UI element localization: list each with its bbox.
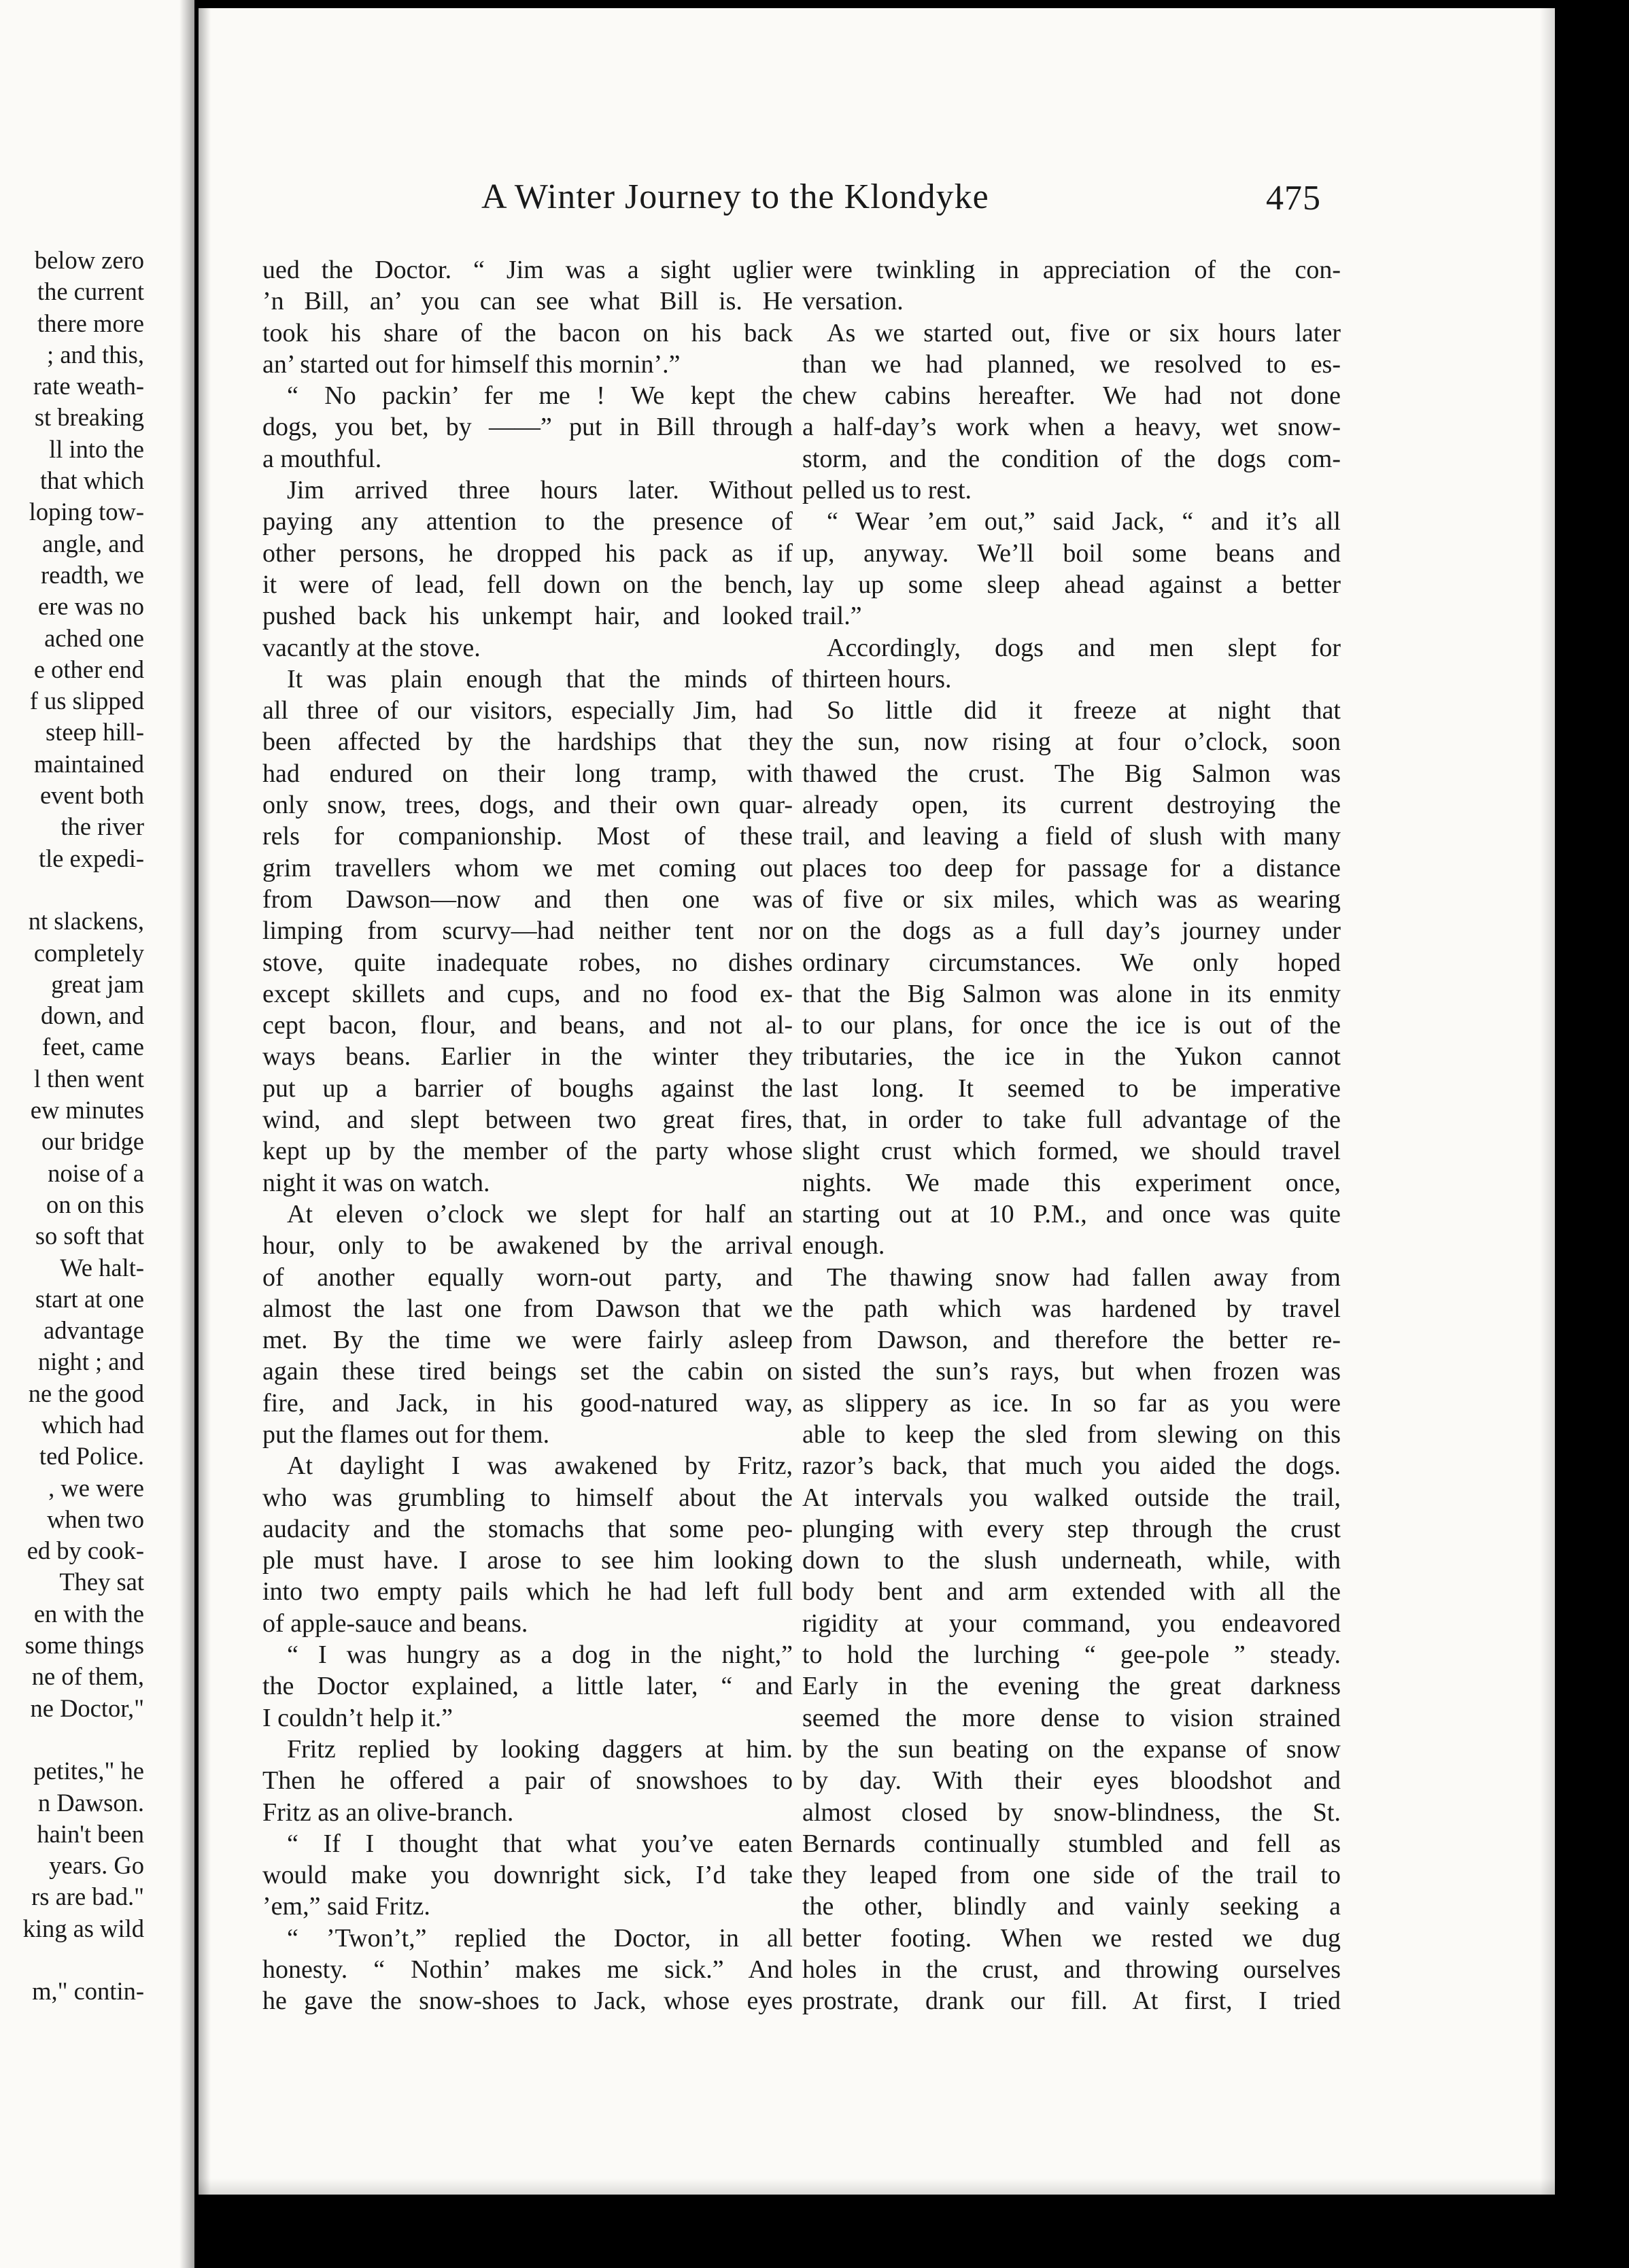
page-edge [1540, 8, 1555, 2195]
left-page-line: petites," he [33, 1757, 144, 1785]
text-line: able to keep the sled from slewing on this [802, 1420, 1341, 1449]
text-line: ways beans. Earlier in the winter they [262, 1042, 793, 1071]
text-line: pelled us to rest. [802, 476, 972, 505]
left-page-line: ne Doctor," [30, 1694, 144, 1722]
text-line: into two empty pails which he had left full [262, 1577, 793, 1606]
text-line: “ ’Twon’t,” replied the Doctor, in all [287, 1923, 793, 1953]
text-line: had endured on their long tramp, with [262, 759, 793, 788]
left-page-line: hain't been [37, 1819, 144, 1848]
text-line: chew cabins hereafter. We had not done [802, 381, 1341, 411]
left-page-line: the current [37, 277, 144, 306]
text-line: rigidity at your command, you endeavored [802, 1609, 1341, 1638]
left-page-line: loping tow- [29, 498, 144, 526]
left-page-line: m," contin- [32, 1977, 144, 2006]
text-line: pushed back his unkempt hair, and looked [262, 602, 793, 631]
text-line: As we started out, five or six hours later [827, 318, 1341, 347]
left-page-line: completely [33, 938, 144, 967]
text-line: almost closed by snow-blindness, the St. [802, 1798, 1341, 1827]
text-line: by the sun beating on the expanse of snow [802, 1734, 1341, 1764]
text-line: cept bacon, flour, and beans, and not al- [262, 1011, 793, 1040]
left-page-line [0, 1944, 144, 1976]
text-line: all three of our visitors, especially Jim, had [262, 696, 793, 725]
text-line: paying any attention to the presence of [262, 507, 793, 536]
text-line: better footing. When we rested we dug [802, 1923, 1341, 1953]
text-line: last long. It seemed to be imperative [802, 1073, 1341, 1103]
text-line: places too deep for passage for a distance [802, 853, 1341, 882]
text-line: At intervals you walked outside the trail, [802, 1483, 1341, 1512]
text-line: of another equally worn-out party, and [262, 1262, 793, 1292]
text-line: holes in the crust, and throwing ourselves [802, 1955, 1341, 1984]
text-line: they leaped from one side of the trail to [802, 1861, 1341, 1890]
left-page-fragment [0, 0, 194, 2268]
left-page-line: the river [61, 812, 144, 841]
page-shadow [199, 8, 211, 2195]
text-line: he gave the snow-shoes to Jack, whose eyes [262, 1987, 793, 2016]
text-line: than we had planned, we resolved to es- [802, 349, 1341, 379]
gutter-shadow [179, 0, 194, 2268]
left-page-line: They sat [59, 1568, 144, 1596]
text-line: except skillets and cups, and no food ex- [262, 979, 793, 1008]
text-line: enough. [802, 1231, 885, 1260]
text-line: seemed the more dense to vision strained [802, 1703, 1341, 1732]
page-number: 475 [1266, 179, 1321, 218]
left-page-line: start at one [35, 1284, 144, 1313]
left-page-line: ne the good [28, 1379, 144, 1407]
left-page-line: which had [41, 1410, 144, 1439]
text-line: Fritz as an olive-branch. [262, 1798, 514, 1827]
text-line: that, in order to take full advantage of the [802, 1105, 1341, 1135]
text-line: Bernards continually stumbled and fell as [802, 1829, 1341, 1858]
left-page-line: ne of them, [31, 1662, 144, 1691]
page-edge-bottom [199, 2178, 1555, 2195]
text-line: been affected by the hardships that they [262, 727, 793, 757]
left-page-line: readth, we [40, 560, 144, 589]
text-line: Early in the evening the great darkness [802, 1672, 1341, 1701]
text-line: the path which was hardened by travel [802, 1294, 1341, 1323]
text-line: met. By the time we were fairly asleep [262, 1326, 793, 1355]
left-page-line: tle expedi- [38, 844, 144, 872]
left-page-line: steep hill- [46, 718, 144, 746]
text-line: to our plans, for once the ice is out of the [802, 1011, 1341, 1040]
left-page-line: ted Police. [39, 1442, 144, 1471]
text-line: vacantly at the stove. [262, 633, 481, 662]
text-line: dogs, you bet, by ——” put in Bill through [262, 413, 793, 442]
left-page-text [0, 245, 144, 2008]
left-page-line: night ; and [37, 1347, 144, 1376]
left-page-line: en with the [33, 1599, 144, 1628]
text-line: audacity and the stomachs that some peo- [262, 1514, 793, 1543]
text-line: a mouthful. [262, 444, 382, 473]
text-line: trail, and leaving a field of slush with many [802, 822, 1341, 851]
left-page-line: below zero [34, 246, 144, 274]
left-page-line: rate weath- [33, 372, 144, 400]
text-line: versation. [802, 287, 904, 316]
left-page-line: event both [39, 781, 144, 810]
text-line: were twinkling in appreciation of the con- [802, 256, 1341, 284]
text-line: “ If I thought that what you’ve eaten [287, 1829, 793, 1858]
page-header [199, 177, 1555, 224]
left-page-line: n Dawson. [37, 1788, 144, 1817]
text-line: rels for companionship. Most of these [262, 822, 793, 851]
text-line: by day. With their eyes bloodshot and [802, 1766, 1341, 1796]
left-page-line: e other end [33, 655, 144, 683]
left-page-line: ached one [44, 623, 144, 652]
text-line: thirteen hours. [802, 664, 952, 693]
left-page-line: that which [39, 466, 144, 495]
left-page-line: feet, came [42, 1033, 144, 1061]
text-line: Jim arrived three hours later. Without [287, 476, 793, 505]
left-page-line: there more [37, 309, 144, 337]
left-page-line: rs are bad." [31, 1883, 144, 1911]
text-line: of apple-sauce and beans. [262, 1609, 528, 1638]
text-line: ’n Bill, an’ you can see what Bill is. He [262, 287, 793, 316]
text-line: a half-day’s work when a heavy, wet snow- [802, 413, 1341, 442]
left-page-line: years. Go [49, 1851, 144, 1880]
text-line: The thawing snow had fallen away from [827, 1262, 1341, 1292]
text-line: wind, and slept between two great fires, [262, 1105, 793, 1135]
text-line: stove, quite inadequate robes, no dishes [262, 948, 793, 977]
text-line: limping from scurvy—had neither tent nor [262, 916, 793, 946]
text-line: thawed the crust. The Big Salmon was [802, 759, 1341, 788]
text-line: razor’s back, that much you aided the dogs. [802, 1451, 1341, 1481]
text-line: other persons, he dropped his pack as if [262, 538, 793, 568]
text-line: from Dawson, and therefore the better re- [802, 1326, 1341, 1355]
left-page-line: ed by cook- [27, 1536, 144, 1565]
text-line: prostrate, drank our fill. At first, I tried [802, 1987, 1341, 2016]
text-line: At daylight I was awakened by Fritz, [287, 1451, 793, 1481]
text-line: I couldn’t help it.” [262, 1703, 453, 1732]
text-column-2 [802, 254, 1341, 2017]
left-page-line [0, 1724, 144, 1755]
text-line: would make you downright sick, I’d take [262, 1861, 793, 1890]
text-line: only snow, trees, dogs, and their own quar- [262, 791, 793, 820]
text-line: hour, only to be awakened by the arrival [262, 1231, 793, 1260]
text-column-1 [262, 254, 793, 2017]
text-line: lay up some sleep ahead against a better [802, 570, 1341, 599]
text-line: So little did it freeze at night that [827, 696, 1341, 725]
text-line: ordinary circumstances. We only hoped [802, 948, 1341, 977]
text-line: nights. We made this experiment once, [802, 1168, 1341, 1197]
text-line: sisted the sun’s rays, but when frozen was [802, 1357, 1341, 1386]
text-line: “ No packin’ fer me ! We kept the [287, 381, 793, 411]
text-line: ’em,” said Fritz. [262, 1892, 430, 1921]
text-line: storm, and the condition of the dogs com- [802, 444, 1341, 473]
left-page-line: down, and [40, 1001, 144, 1030]
left-page-line: some things [24, 1631, 144, 1660]
left-page-line: We halt- [60, 1253, 144, 1282]
text-line: down to the slush underneath, while, with [802, 1546, 1341, 1575]
left-page-line: on on this [46, 1190, 144, 1218]
text-line: fire, and Jack, in his good-natured way, [262, 1388, 793, 1418]
text-line: ple must have. I arose to see him looking [262, 1546, 793, 1575]
left-page-line: ll into the [49, 434, 144, 463]
text-line: trail.” [802, 602, 862, 631]
text-line: took his share of the bacon on his back [262, 318, 793, 347]
left-page-line: ew minutes [30, 1096, 144, 1124]
text-line: the sun, now rising at four o’clock, soon [802, 727, 1341, 757]
text-line: of five or six miles, which was as wearing [802, 884, 1341, 914]
text-line: night it was on watch. [262, 1168, 490, 1197]
text-line: kept up by the member of the party whose [262, 1137, 793, 1166]
left-page-line: maintained [33, 749, 144, 778]
text-line: slight crust which formed, we should travel [802, 1137, 1341, 1166]
text-line: It was plain enough that the minds of [287, 664, 793, 693]
text-line: put the flames out for them. [262, 1420, 550, 1449]
text-line: “ I was hungry as a dog in the night,” [287, 1640, 793, 1670]
left-page-line: angle, and [42, 529, 144, 557]
left-page-line [0, 874, 144, 906]
text-line: “ Wear ’em out,” said Jack, “ and it’s all [827, 507, 1341, 536]
left-page-line: so soft that [35, 1222, 144, 1250]
text-line: Then he offered a pair of snowshoes to [262, 1766, 793, 1796]
left-page-line: our bridge [41, 1127, 144, 1156]
text-line: body bent and arm extended with all the [802, 1577, 1341, 1606]
left-page-line: l then went [33, 1064, 144, 1093]
left-page-line: ; and this, [47, 340, 144, 368]
text-line: again these tired beings set the cabin on [262, 1357, 793, 1386]
text-line: honesty. “ Nothin’ makes me sick.” And [262, 1955, 793, 1984]
text-line: to hold the lurching “ gee-pole ” steady. [802, 1640, 1341, 1670]
text-line: ued the Doctor. “ Jim was a sight uglier [262, 256, 793, 284]
text-line: the Doctor explained, a little later, “ and [262, 1672, 793, 1701]
text-line: almost the last one from Dawson that we [262, 1294, 793, 1323]
text-line: the other, blindly and vainly seeking a [802, 1892, 1341, 1921]
text-line: it were of lead, fell down on the bench, [262, 570, 793, 599]
text-line: Accordingly, dogs and men slept for [827, 633, 1341, 662]
left-page-line: great jam [51, 969, 144, 998]
left-page-line: ere was no [37, 592, 144, 621]
text-line: who was grumbling to himself about the [262, 1483, 793, 1512]
left-page-line: f us slipped [29, 687, 144, 715]
text-line: plunging with every step through the crust [802, 1514, 1341, 1543]
left-page-line: king as wild [22, 1914, 144, 1942]
running-title: A Winter Journey to the Klondyke [481, 177, 989, 216]
left-page-line: when two [47, 1505, 144, 1533]
text-line: up, anyway. We’ll boil some beans and [802, 538, 1341, 568]
text-line: from Dawson—now and then one was [262, 884, 793, 914]
text-line: At eleven o’clock we slept for half an [287, 1199, 793, 1228]
left-page-line: advantage [44, 1316, 144, 1345]
text-line: on the dogs as a full day’s journey under [802, 916, 1341, 946]
right-page [199, 8, 1555, 2195]
text-line: as slippery as ice. In so far as you were [802, 1388, 1341, 1418]
left-page-line: , we were [48, 1473, 144, 1502]
text-line: an’ started out for himself this mornin’.” [262, 349, 681, 379]
text-line: already open, its current destroying the [802, 791, 1341, 820]
text-line: Fritz replied by looking daggers at him. [287, 1734, 793, 1764]
left-page-line: nt slackens, [28, 907, 144, 935]
text-line: that the Big Salmon was alone in its enmity [802, 979, 1341, 1008]
text-line: starting out at 10 P.M., and once was quite [802, 1199, 1341, 1228]
text-line: put up a barrier of boughs against the [262, 1073, 793, 1103]
text-line: grim travellers whom we met coming out [262, 853, 793, 882]
text-line: tributaries, the ice in the Yukon cannot [802, 1042, 1341, 1071]
left-page-line: st breaking [34, 403, 144, 432]
left-page-line: noise of a [48, 1158, 144, 1187]
